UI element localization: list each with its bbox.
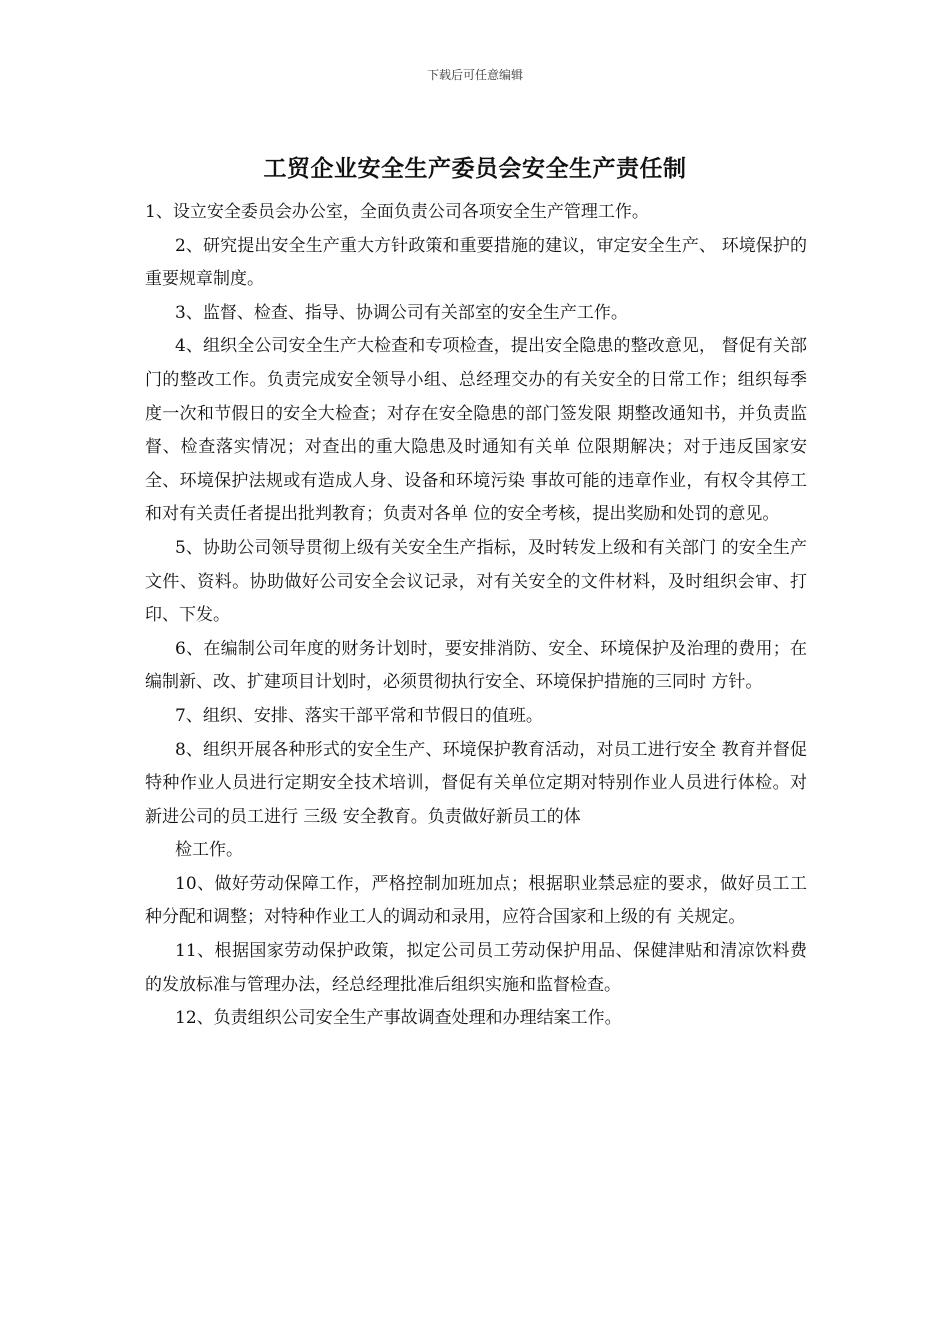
paragraph-12: 12、负责组织公司安全生产事故调查处理和办理结案工作。 [175,1008,622,1029]
paragraph-11: 11、根据国家劳动保护政策，拟定公司员工劳动保护用品、保健津贴和清凉饮料费的发放标准与管理办法，经总经理批准后组织实施和监督检查。 [145,941,807,995]
page-header: 下载后可任意编辑 [426,68,523,82]
paragraph-7: 7、组织、安排、落实干部平常和节假日的值班。 [175,705,543,726]
document-title: 工贸企业安全生产委员会安全生产责任制 [263,155,687,182]
paragraph-8: 8、组织开展各种形式的安全生产、环境保护教育活动，对员工进行安全 教育并督促特种作业人员进行定期安全技术培训，督促有关单位定期对特别作业人员进行体检。对新进公司的员工进行 三级 安全教育。负责做好新员工的体 [145,739,807,827]
paragraph-4: 4、组织全公司安全生产大检查和专项检查，提出安全隐患的整改意见， 督促有关部门的整改工作。负责完成安全领导小组、总经理交办的有关安全的日常工作；组织每季度一次和节假日的安全大检查；对存在安全隐患的部门签发限 期整改通知书，并负责监督、检查落实情况；对查出的重大隐患及时通知有关单 位限期解决；对于违反国家安全、环境保护法规或有造成人身、设备和环境污染 事故可能的违章作业，有权令其停工和对有关责任者提出批判教育；负责对各单 位的安全考核，提出奖励和处罚的意见。 [145,336,807,525]
paragraph-8-continuation: 检工作。 [175,840,243,861]
paragraph-6: 6、在编制公司年度的财务计划时，要安排消防、安全、环境保护及治理的费用；在编制新、改、扩建项目计划时，必须贯彻执行安全、环境保护措施的三同时 方针。 [145,638,807,693]
document-body [145,196,807,1036]
paragraph-2: 2、研究提出安全生产重大方针政策和重要措施的建议，审定安全生产、 环境保护的重要规章制度。 [145,235,807,290]
paragraph-3: 3、监督、检查、指导、协调公司有关部室的安全生产工作。 [175,302,628,323]
paragraph-1: 1、设立安全委员会办公室，全面负责公司各项安全生产管理工作。 [145,202,649,222]
paragraph-5: 5、协助公司领导贯彻上级有关安全生产指标，及时转发上级和有关部门 的安全生产文件、资料。协助做好公司安全会议记录，对有关安全的文件材料，及时组织会审、打印、下发。 [145,537,807,626]
paragraph-10: 10、做好劳动保障工作，严格控制加班加点；根据职业禁忌症的要求，做好员工工种分配和调整；对特种作业工人的调动和录用，应符合国家和上级的有 关规定。 [145,873,807,928]
